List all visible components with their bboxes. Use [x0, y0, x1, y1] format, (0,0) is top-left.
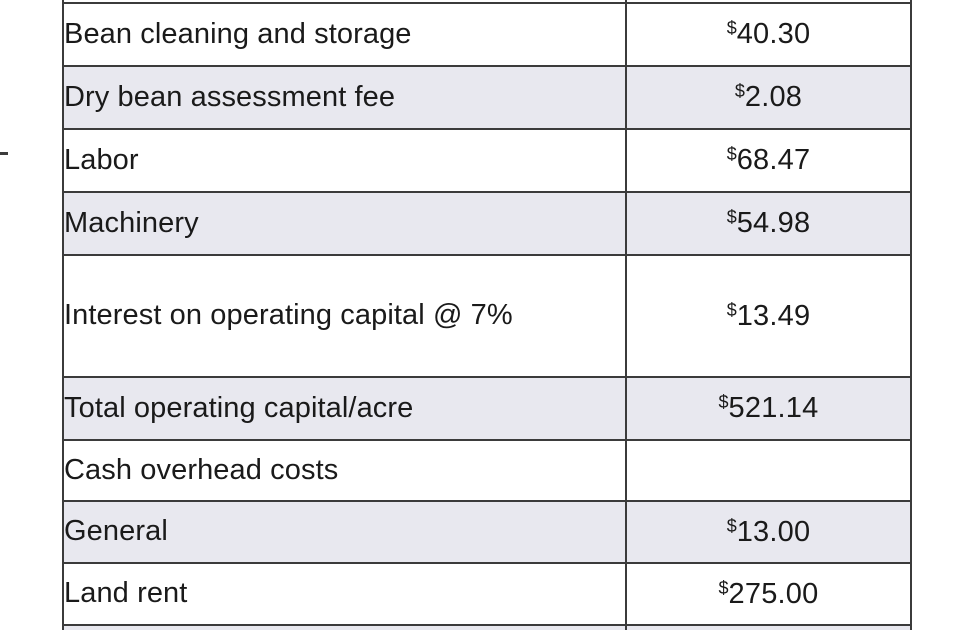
row-amount: 521.14 [728, 392, 819, 424]
row-label: Interest on operating capital @ 7% [63, 255, 626, 377]
row-value [626, 129, 911, 192]
row-label: Cash overhead costs [63, 440, 626, 501]
row-label: Land rent [63, 563, 626, 625]
row-amount: 275.00 [728, 577, 819, 610]
table-row [63, 440, 911, 501]
currency-symbol: $ [726, 144, 737, 164]
row-label: Machinery [63, 192, 626, 255]
currency-symbol: $ [726, 515, 737, 536]
currency-symbol: $ [726, 207, 737, 227]
currency-symbol: $ [734, 81, 745, 101]
row-amount: 13.49 [736, 299, 811, 332]
table-row [63, 192, 911, 255]
table-row [63, 66, 911, 129]
row-value [626, 192, 911, 255]
row-value [626, 563, 911, 625]
page-edge-mark [0, 152, 8, 155]
table-row [63, 129, 911, 192]
table-row [63, 563, 911, 625]
table-row [63, 501, 911, 563]
cost-table-body [63, 0, 911, 630]
row-value [626, 501, 911, 563]
currency-symbol: $ [726, 18, 737, 38]
table-row [63, 625, 911, 630]
row-label [63, 625, 626, 630]
row-amount: 2.08 [744, 81, 803, 113]
row-value [626, 440, 911, 501]
row-label: General [63, 501, 626, 563]
row-value [626, 255, 911, 377]
table-row [63, 255, 911, 377]
row-amount: 13.00 [736, 515, 811, 548]
currency-symbol: $ [718, 392, 729, 412]
row-amount: 40.30 [736, 18, 811, 50]
currency-symbol: $ [726, 299, 737, 320]
row-value [626, 3, 911, 66]
row-value [626, 377, 911, 440]
cost-table-container [62, 0, 910, 630]
row-amount: 68.47 [736, 144, 811, 176]
row-amount: 54.98 [736, 207, 811, 239]
row-value [626, 625, 911, 630]
table-row [63, 377, 911, 440]
currency-symbol: $ [718, 577, 729, 598]
row-label: Bean cleaning and storage [63, 3, 626, 66]
cost-table [62, 0, 912, 630]
row-label: Labor [63, 129, 626, 192]
row-label: Dry bean assessment fee [63, 66, 626, 129]
row-label: Total operating capital/acre [63, 377, 626, 440]
row-value [626, 66, 911, 129]
table-row [63, 3, 911, 66]
